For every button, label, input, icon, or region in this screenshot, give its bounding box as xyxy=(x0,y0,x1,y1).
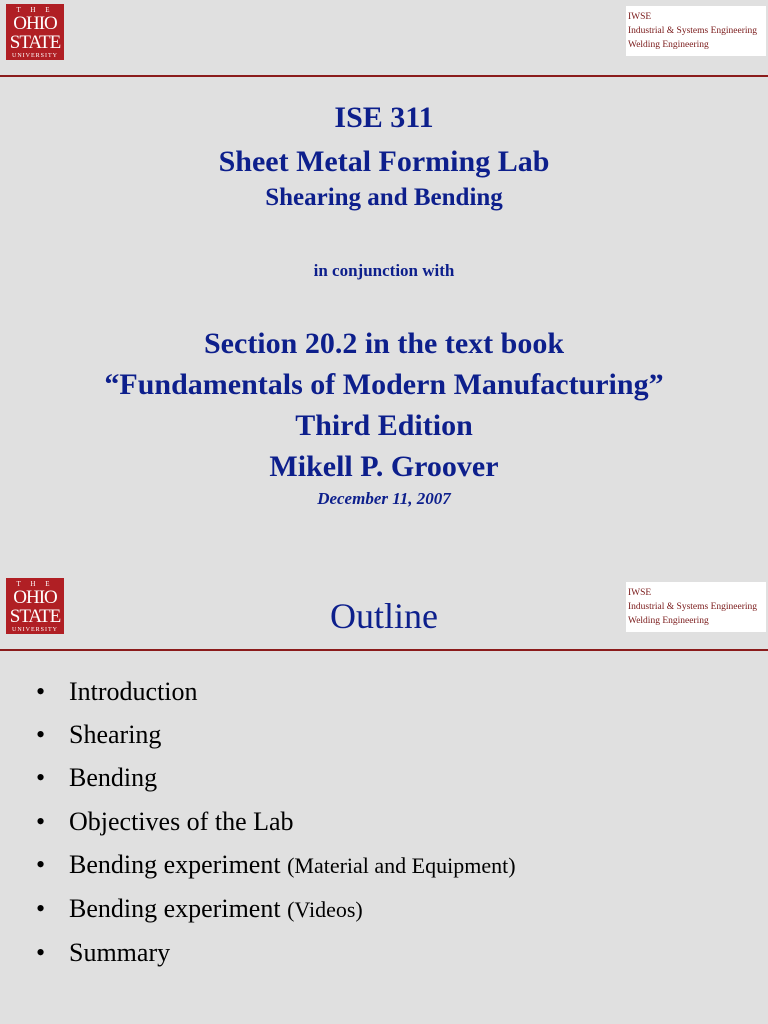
book-title: “Fundamentals of Modern Manufacturing” xyxy=(104,368,664,401)
header-divider xyxy=(0,649,768,651)
ohio-state-logo: T H E OHIO STATE UNIVERSITY xyxy=(6,4,64,60)
iwse-logo: IWSE Industrial & Systems Engineering Welding Engineering xyxy=(626,6,766,56)
course-code: ISE 311 xyxy=(334,101,434,134)
section-reference: Section 20.2 in the text book xyxy=(204,327,564,360)
lab-title: Sheet Metal Forming Lab xyxy=(218,145,550,178)
list-item: • Introduction xyxy=(36,677,198,706)
ohio-state-logo: T H E OHIO STATE UNIVERSITY xyxy=(6,578,64,634)
list-item: • Bending xyxy=(36,763,158,793)
header-divider xyxy=(0,75,768,77)
book-edition: Third Edition xyxy=(295,409,473,442)
book-author: Mikell P. Groover xyxy=(269,450,499,483)
iwse-logo: IWSE Industrial & Systems Engineering Welding Engineering xyxy=(626,582,766,632)
list-item: • Objectives of the Lab xyxy=(36,806,294,836)
outline-title: Outline xyxy=(330,596,438,636)
list-item: • Shearing xyxy=(36,720,162,750)
outline-list xyxy=(36,670,516,974)
list-item: • Summary xyxy=(36,938,171,968)
outline-slide xyxy=(0,512,768,1024)
conjunction-text: in conjunction with xyxy=(313,261,455,280)
presentation-date: December 11, 2007 xyxy=(317,489,451,508)
list-item: • Bending experiment (Material and Equipment) xyxy=(36,849,516,879)
lab-subtitle: Shearing and Bending xyxy=(265,184,503,211)
list-item: • Bending experiment (Videos) xyxy=(36,894,363,924)
